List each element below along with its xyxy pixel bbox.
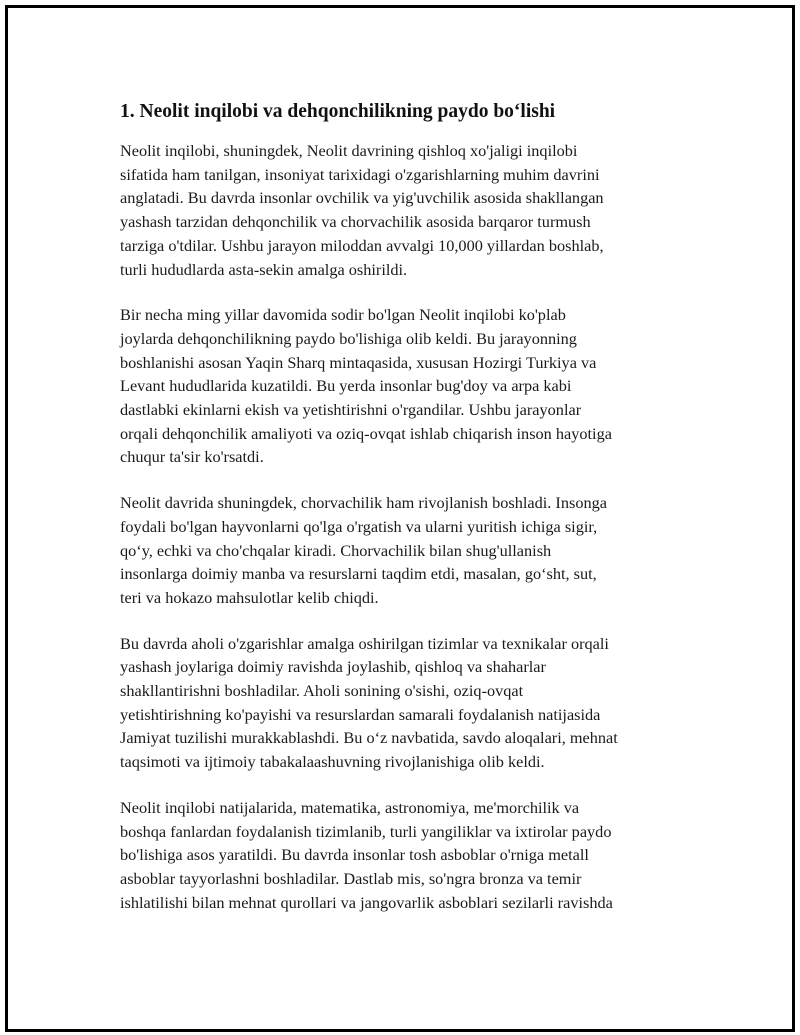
document-body <box>120 98 685 936</box>
text-line: ishlatilishi bilan mehnat qurollari va jangovarlik asboblari sezilarli ravishda <box>120 892 613 912</box>
text-line: Levant hududlarida kuzatildi. Bu yerda insonlar bug'doy va arpa kabi <box>120 376 572 396</box>
paragraph <box>120 632 685 774</box>
document-page <box>5 5 795 1032</box>
text-line: tarziga o'tdilar. Ushbu jarayon miloddan avvalgi 10,000 yillardan boshlab, <box>120 235 604 255</box>
text-line: asboblar tayyorlashni boshladilar. Dastlab mis, so'ngra bronza va temir <box>120 868 582 888</box>
text-line: yetishtirishning ko'payishi va resurslardan samarali foydalanish natijasida <box>120 704 601 724</box>
text-line: anglatadi. Bu davrda insonlar ovchilik va yig'uvchilik asosida shakllangan <box>120 188 604 208</box>
text-line: sifatida ham tanilgan, insoniyat tarixidagi o'zgarishlarning muhim davrini <box>120 164 600 184</box>
text-line: Neolit inqilobi natijalarida, matematika, astronomiya, me'morchilik va <box>120 797 580 817</box>
paragraph-list <box>120 139 685 914</box>
text-line: Jamiyat tuzilishi murakkablashdi. Bu o‘z navbatida, savdo aloqalari, mehnat <box>120 728 618 748</box>
text-line: taqsimoti va ijtimoiy tabakalaashuvning rivojlanishiga olib keldi. <box>120 752 545 772</box>
text-line: yashash joylariga doimiy ravishda joylashib, qishloq va shaharlar <box>120 657 546 677</box>
paragraph <box>120 796 685 915</box>
text-line: boshqa fanlardan foydalanish tizimlanib, turli yangiliklar va ixtirolar paydo <box>120 821 612 841</box>
text-line: joylarda dehqonchilikning paydo bo'lishiga olib keldi. Bu jarayonning <box>120 328 577 348</box>
text-line: dastlabki ekinlarni ekish va yetishtirishni o'rgandilar. Ushbu jarayonlar <box>120 400 582 420</box>
text-line: Neolit inqilobi, shuningdek, Neolit davrining qishloq xo'jaligi inqilobi <box>120 141 578 160</box>
text-line: shakllantirishni boshladilar. Aholi sonining o'sishi, oziq-ovqat <box>120 681 524 701</box>
paragraph <box>120 491 685 610</box>
text-line: qo‘y, echki va cho'chqalar kiradi. Chorvachilik bilan shug'ullanish <box>120 540 552 560</box>
text-line: orqali dehqonchilik amaliyoti va oziq-ovqat ishlab chiqarish inson hayotiga <box>120 423 612 443</box>
text-line: Neolit davrida shuningdek, chorvachilik ham rivojlanish boshladi. Insonga <box>120 493 607 513</box>
text-line: chuqur ta'sir ko'rsatdi. <box>120 447 264 467</box>
paragraph <box>120 139 685 281</box>
paragraph <box>120 303 685 469</box>
text-line: turli hududlarda asta-sekin amalga oshirildi. <box>120 259 408 279</box>
section-title: 1. Neolit inqilobi va dehqonchilikning paydo bo‘lishi <box>120 101 556 122</box>
text-line: Bu davrda aholi o'zgarishlar amalga oshirilgan tizimlar va texnikalar orqali <box>120 633 609 653</box>
text-line: teri va hokazo mahsulotlar kelib chiqdi. <box>120 587 379 607</box>
text-line: yashash tarzidan dehqonchilik va chorvachilik asosida barqaror turmush <box>120 212 591 232</box>
text-line: boshlanishi asosan Yaqin Sharq mintaqasida, xususan Hozirgi Turkiya va <box>120 352 597 372</box>
text-line: foydali bo'lgan hayvonlarni qo'lga o'rgatish va ularni yuritish ichiga sigir, <box>120 516 598 536</box>
text-line: Bir necha ming yillar davomida sodir bo'lgan Neolit inqilobi ko'plab <box>120 305 566 325</box>
text-line: insonlarga doimiy manba va resurslarni taqdim etdi, masalan, go‘sht, sut, <box>120 564 597 584</box>
text-line: bo'lishiga asos yaratildi. Bu davrda insonlar tosh asboblar o'rniga metall <box>120 845 589 865</box>
